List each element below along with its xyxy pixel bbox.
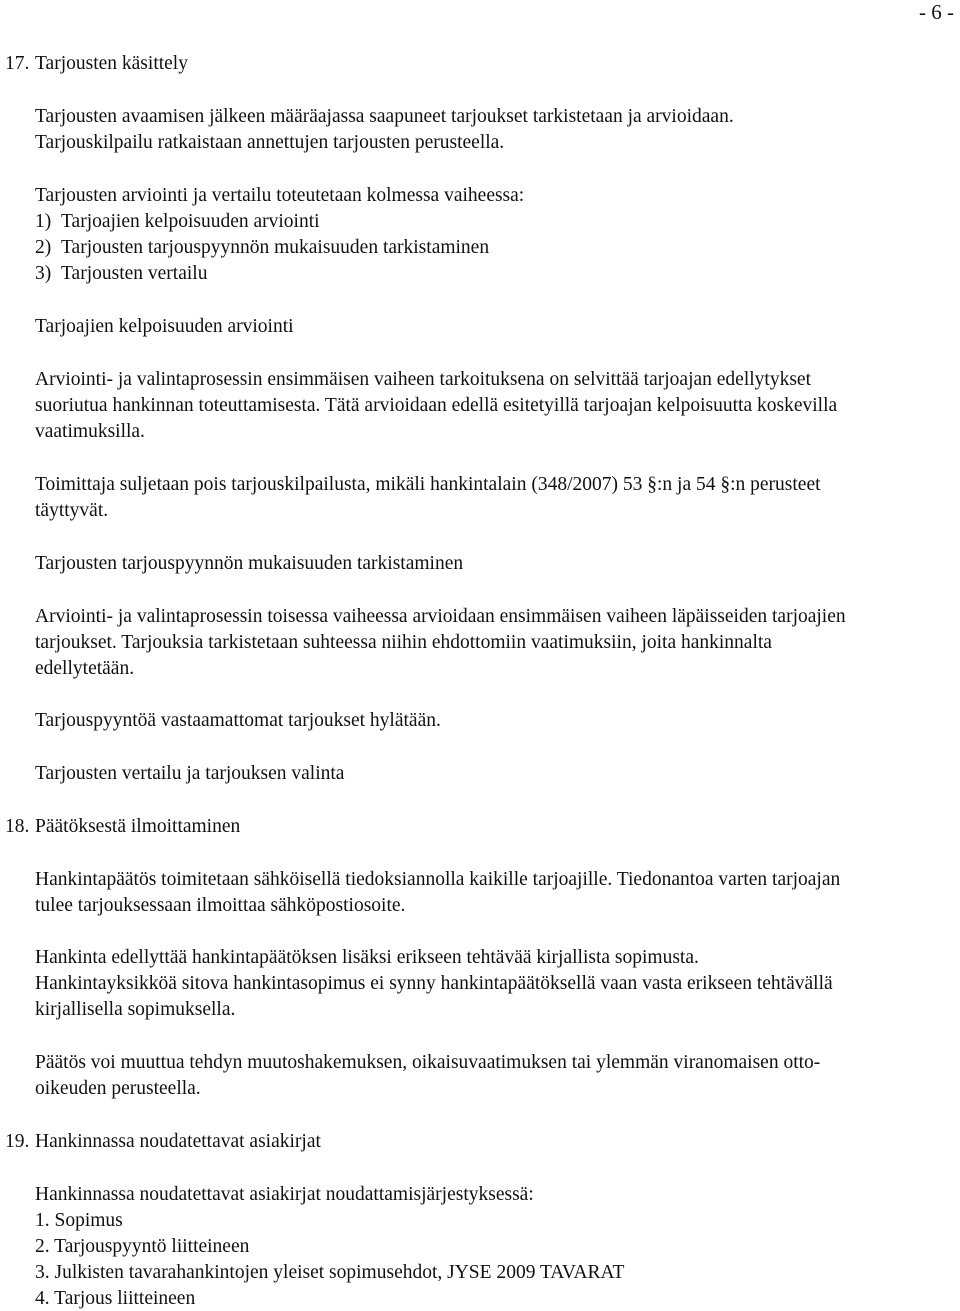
page-number: - 6 - — [919, 0, 954, 24]
list-item: 2) Tarjousten tarjouspyynnön mukaisuuden tarkistaminen — [35, 237, 490, 258]
section-19-intro: Hankinnassa noudatettavat asiakirjat noudattamisjärjestyksessä: — [35, 1184, 534, 1205]
text-line: edellytetään. — [35, 658, 135, 679]
section-17-number: 17. — [5, 53, 30, 74]
text-line: Tarjouskilpailu ratkaistaan annettujen tarjousten perusteella. — [35, 132, 505, 153]
text-line: Arviointi- ja valintaprosessin ensimmäisen vaiheen tarkoituksena on selvittää tarjoajan edellytykset — [35, 369, 811, 390]
list-item: 1) Tarjoajien kelpoisuuden arviointi — [35, 211, 320, 232]
subheading-kelpoisuus: Tarjoajien kelpoisuuden arviointi — [35, 316, 294, 337]
list-item: 4. Tarjous liitteineen — [35, 1288, 196, 1309]
list-item: 1. Sopimus — [35, 1210, 123, 1231]
section-18-title: Päätöksestä ilmoittaminen — [35, 816, 241, 837]
text-line: Hankinta edellyttää hankintapäätöksen lisäksi erikseen tehtävää kirjallista sopimusta. — [35, 947, 699, 968]
list-item: 3) Tarjousten vertailu — [35, 263, 208, 284]
text-line: täyttyvät. — [35, 500, 109, 521]
text-line: tarjoukset. Tarjouksia tarkistetaan suhteessa niihin ehdottomiin vaatimuksiin, joita hankinnalta — [35, 632, 772, 653]
section-19-title: Hankinnassa noudatettavat asiakirjat — [35, 1131, 321, 1152]
text-line: suoriutua hankinnan toteuttamisesta. Tätä arvioidaan edellä esitetyillä tarjoajan kelpoisuutta koskevilla — [35, 395, 838, 416]
list-item: 3. Julkisten tavarahankintojen yleiset sopimusehdot, JYSE 2009 TAVARAT — [35, 1262, 625, 1283]
text-line: tulee tarjouksessaan ilmoittaa sähköpostiosoite. — [35, 895, 406, 916]
text-line: vaatimuksilla. — [35, 421, 145, 442]
section-19-number: 19. — [5, 1131, 30, 1152]
list-item: 2. Tarjouspyyntö liitteineen — [35, 1236, 250, 1257]
text-line: Tarjousten avaamisen jälkeen määräajassa saapuneet tarjoukset tarkistetaan ja arvioidaan. — [35, 106, 734, 127]
section-17-title: Tarjousten käsittely — [35, 53, 188, 74]
text-line: Hankintapäätös toimitetaan sähköisellä tiedoksiannolla kaikille tarjoajille. Tiedonantoa varten tarjoajan — [35, 869, 841, 890]
text-line: Toimittaja suljetaan pois tarjouskilpailusta, mikäli hankintalain (348/2007) 53 §:n ja 54 §:n perusteet — [35, 474, 821, 495]
text-line: kirjallisella sopimuksella. — [35, 999, 236, 1020]
section-17-paragraph-6: Tarjouspyyntöä vastaamattomat tarjoukset hylätään. — [35, 710, 441, 731]
text-line: Päätös voi muuttua tehdyn muutoshakemuksen, oikaisuvaatimuksen tai ylemmän viranomaisen otto- — [35, 1052, 821, 1073]
subheading-vertailu: Tarjousten vertailu ja tarjouksen valinta — [35, 763, 345, 784]
subheading-mukaisuus: Tarjousten tarjouspyynnön mukaisuuden tarkistaminen — [35, 553, 464, 574]
section-18-number: 18. — [5, 816, 30, 837]
text-line: Arviointi- ja valintaprosessin toisessa vaiheessa arvioidaan ensimmäisen vaiheen läpäisseiden tarjoajien — [35, 606, 846, 627]
text-line: Tarjousten arviointi ja vertailu toteutetaan kolmessa vaiheessa: — [35, 185, 525, 206]
text-line: Hankintayksikköä sitova hankintasopimus ei synny hankintapäätöksellä vaan vasta erikseen tehtävällä — [35, 973, 833, 994]
text-line: oikeuden perusteella. — [35, 1078, 201, 1099]
